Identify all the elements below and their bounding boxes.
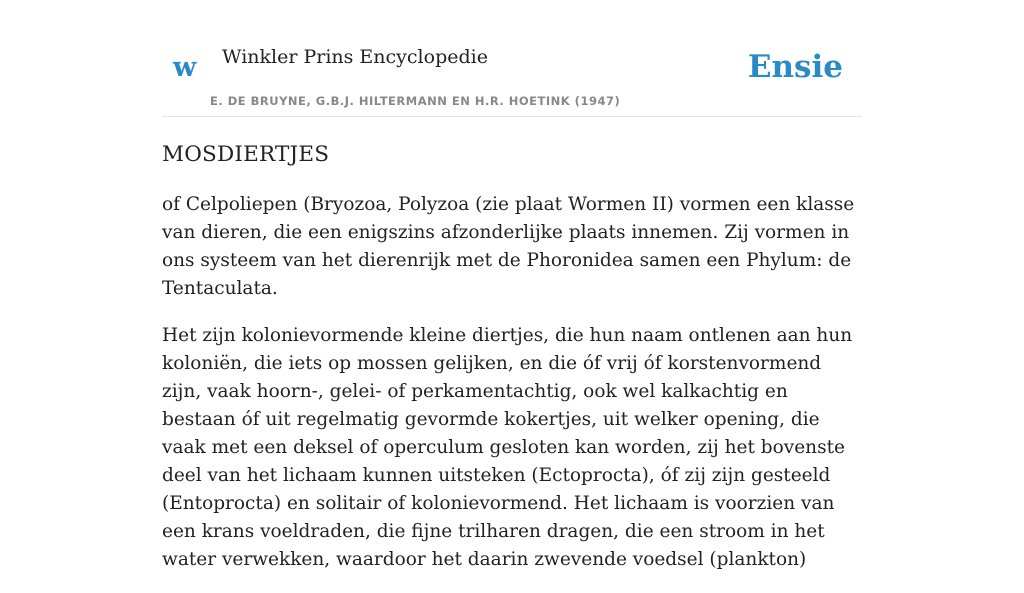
source-authors: E. DE BRUYNE, G.B.J. HILTERMANN EN H.R. HOETINK (1947) xyxy=(210,94,621,108)
brand-logo[interactable]: Ensie xyxy=(747,49,843,85)
article-paragraph: Het zijn kolonievormende kleine diertjes, die hun naam ontlenen aan hun koloniën, die iets op mossen gelijken, en die óf vrij óf korstenvormend zijn, vaak hoorn-, gelei- of perkamentachtig, ook wel kalkachtig en bestaan óf uit regelmatig gevormde kokertjes, uit welker opening, die vaak met een deksel of operculum gesloten kan worden, zij het bovenste deel van het lichaam kunnen uitsteken (Ectoprocta), óf zij zijn gesteeld (Entoprocta) en solitair of kolonievormend. Het lichaam is voorzien van een krans voeldraden, die fijne trilharen dragen, die een stroom in het water verwekken, waardoor het daarin zwevende voedsel (plankton) xyxy=(162,325,853,571)
article-headword: MOSDIERTJES xyxy=(162,142,330,167)
source-logo[interactable]: w xyxy=(173,52,197,83)
article-paragraph: of Celpoliepen (Bryozoa, Polyzoa (zie plaat Wormen II) vormen een klasse van dieren, die een enigszins afzonderlijke plaats innemen. Zij vormen in ons systeem van het dierenrijk met de Phoronidea samen een Phylum: de Tentaculata. xyxy=(162,194,855,300)
site-header xyxy=(162,0,862,117)
source-title[interactable]: Winkler Prins Encyclopedie xyxy=(222,46,488,68)
article xyxy=(162,140,862,593)
